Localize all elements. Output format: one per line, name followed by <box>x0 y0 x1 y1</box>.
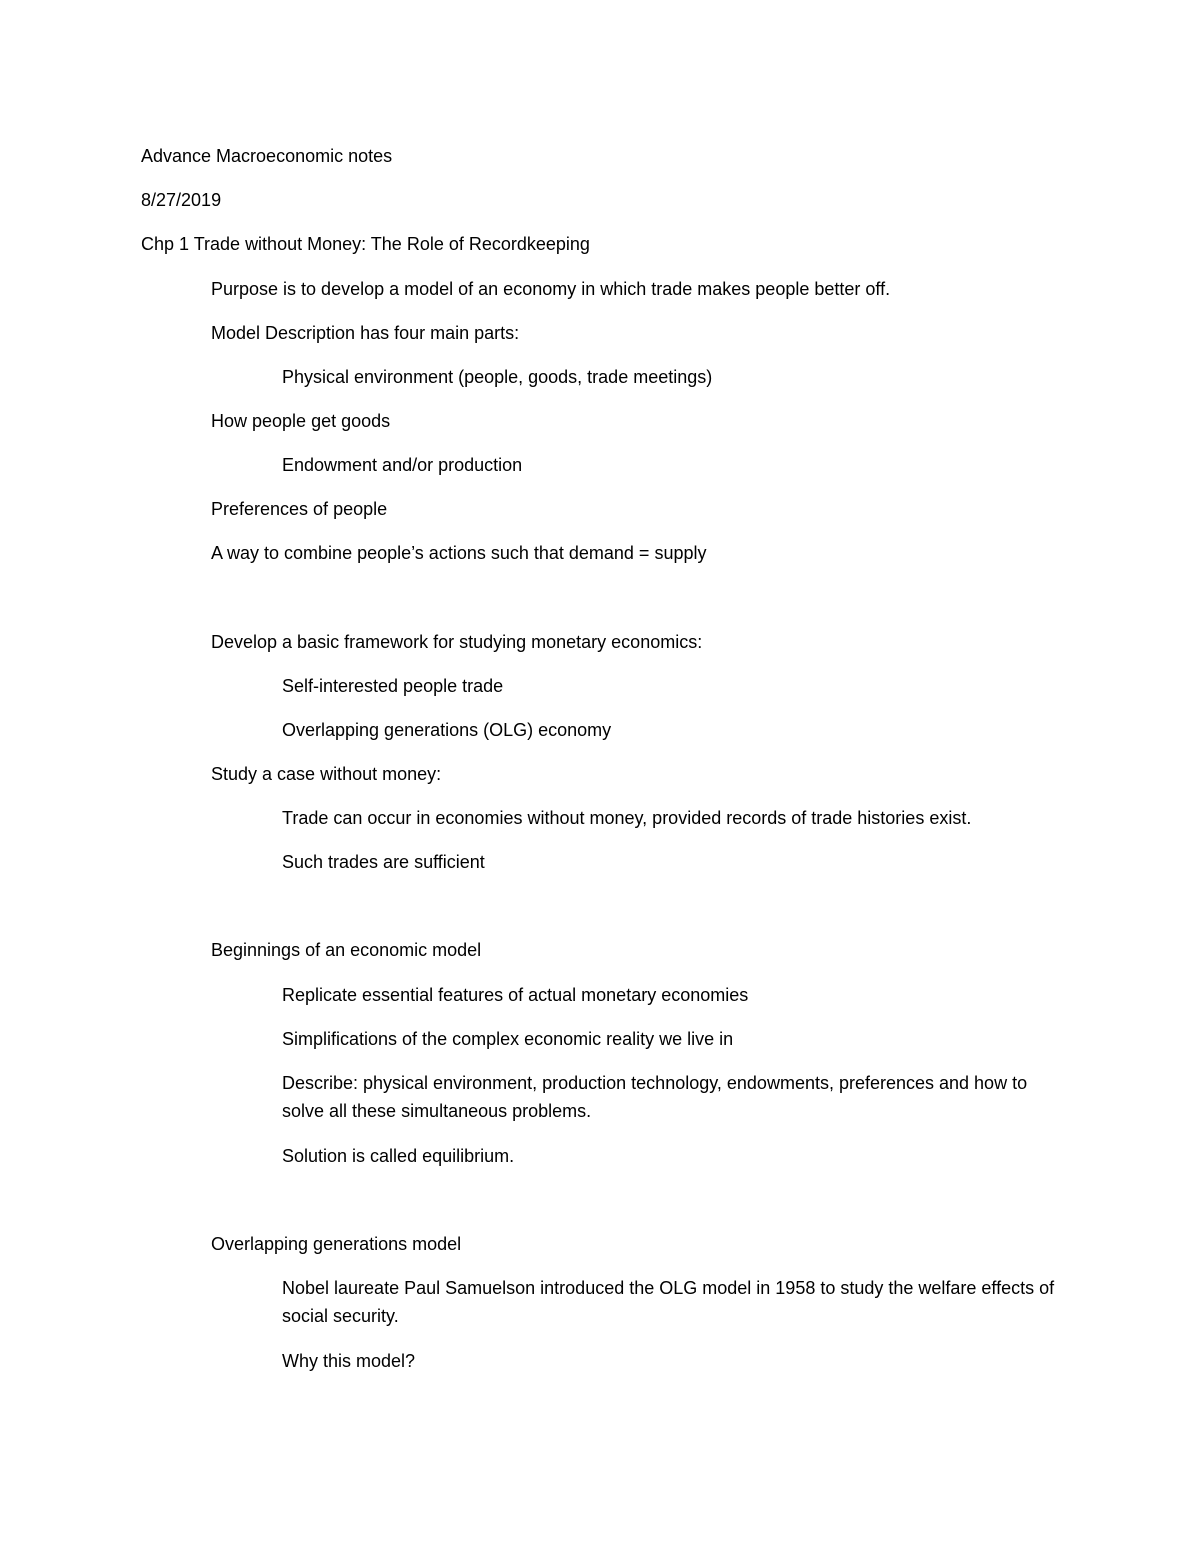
section-heading: Beginnings of an economic model <box>211 940 482 960</box>
note-subline: Overlapping generations (OLG) economy <box>282 720 612 740</box>
note-subline: Physical environment (people, goods, trade meetings) <box>282 367 713 387</box>
chapter-heading: Chp 1 Trade without Money: The Role of Recordkeeping <box>141 234 590 254</box>
note-subline: Replicate essential features of actual monetary economies <box>282 985 749 1005</box>
note-line: Study a case without money: <box>211 764 442 784</box>
document-date: 8/27/2019 <box>141 190 222 210</box>
note-subline: Such trades are sufficient <box>282 852 485 872</box>
note-line: Model Description has four main parts: <box>211 323 520 343</box>
note-line: Purpose is to develop a model of an economy in which trade makes people better off. <box>211 279 891 299</box>
note-subline: Endowment and/or production <box>282 455 523 475</box>
note-subline: Trade can occur in economies without money, provided records of trade histories exist. <box>282 808 972 828</box>
note-line: A way to combine people’s actions such that demand = supply <box>211 543 707 563</box>
section-heading: Develop a basic framework for studying monetary economics: <box>211 632 703 652</box>
section-heading: Overlapping generations model <box>211 1234 462 1254</box>
note-subline: Describe: physical environment, production technology, endowments, preferences and how to solve all these simultaneous problems. <box>282 1073 1028 1121</box>
document-title: Advance Macroeconomic notes <box>141 146 393 166</box>
note-line: How people get goods <box>211 411 391 431</box>
note-subline: Solution is called equilibrium. <box>282 1146 515 1166</box>
note-subline: Self-interested people trade <box>282 676 504 696</box>
note-subline: Why this model? <box>282 1351 416 1371</box>
note-subline: Simplifications of the complex economic reality we live in <box>282 1029 734 1049</box>
note-subline: Nobel laureate Paul Samuelson introduced the OLG model in 1958 to study the welfare effects of social security. <box>282 1278 1055 1326</box>
note-line: Preferences of people <box>211 499 388 519</box>
